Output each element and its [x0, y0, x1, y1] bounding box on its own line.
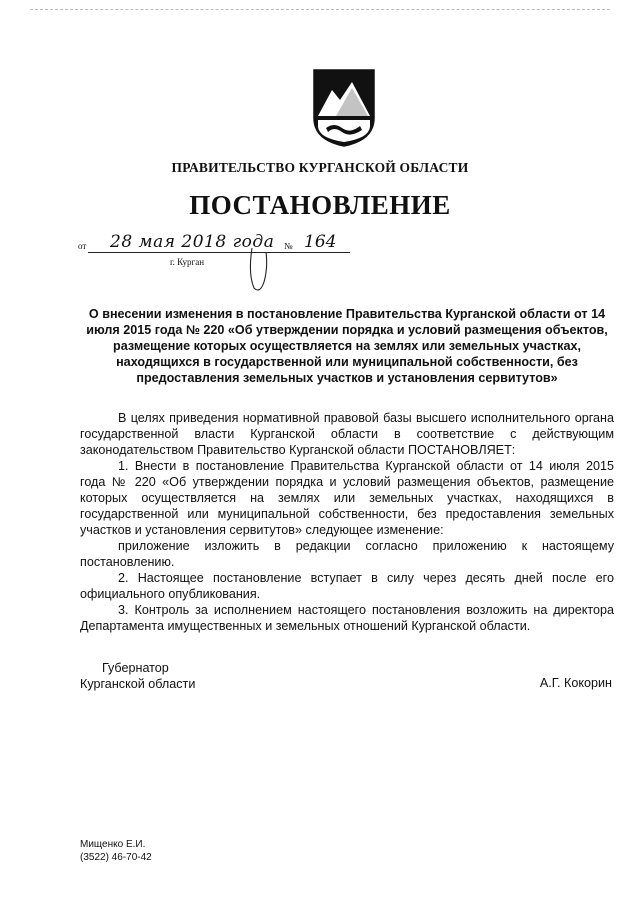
body-paragraph-item-3: 3. Контроль за исполнением настоящего постановления возложить на директора Департамента имущественных и земельных отношений Курганской области. [80, 603, 614, 633]
handwritten-date: 28 мая 2018 года [110, 232, 275, 252]
document-body [80, 410, 614, 634]
date-prefix: от [78, 241, 87, 251]
document-subject: О внесении изменения в постановление Правительства Курганской области от 14 июля 2015 года № 220 «Об утверждении порядка и условий размещения объектов, размещение которых осуществляется на землях или земельных участках, находящихся в государственной или муниципальной собственности, без предоставления земельных участков и установления сервитутов» [86, 307, 608, 385]
body-paragraph-item-1: 1. Внести в постановление Правительства Курганской области от 14 июля 2015 года № 220 «Об утверждении порядка и условий размещения объектов, размещение которых осуществляется на землях или земельных участках, находящихся в государственной или муниципальной собственности, без предоставления земельных участков и установления сервитутов» следующее изменение: [80, 459, 614, 537]
date-number-line [78, 232, 358, 292]
body-paragraph-item-2: 2. Настоящее постановление вступает в силу через десять дней после его официального опубликования. [80, 571, 614, 601]
signatory-title-line-1: Губернатор [102, 661, 169, 675]
city-label: г. Курган [170, 257, 205, 267]
document-type-title: ПОСТАНОВЛЕНИЕ [189, 190, 451, 220]
signatory-name: А.Г. Кокорин [539, 676, 612, 690]
handwritten-number: 164 [304, 232, 337, 252]
coat-of-arms-emblem [312, 68, 376, 148]
signatory-title [80, 660, 195, 692]
date-underline [88, 252, 350, 253]
body-paragraph-amendment: приложение изложить в редакции согласно приложению к настоящему постановлению. [80, 539, 614, 569]
handwritten-mark [246, 244, 276, 294]
executor-footer [80, 838, 152, 864]
executor-name: Мищенко Е.И. [80, 839, 146, 850]
body-paragraph-preamble: В целях приведения нормативной правовой базы высшего исполнительного органа государственной власти Курганской области в соответствие с действующим законодательством Правительство Курганской области ПОСТАНОВЛЯЕТ: [80, 411, 614, 457]
signatory-title-line-2: Курганской области [80, 677, 196, 691]
government-name: ПРАВИТЕЛЬСТВО КУРГАНСКОЙ ОБЛАСТИ [171, 160, 469, 175]
number-prefix: № [284, 241, 293, 251]
scan-top-edge [30, 9, 610, 10]
executor-phone: (3522) 46-70-42 [80, 852, 152, 863]
